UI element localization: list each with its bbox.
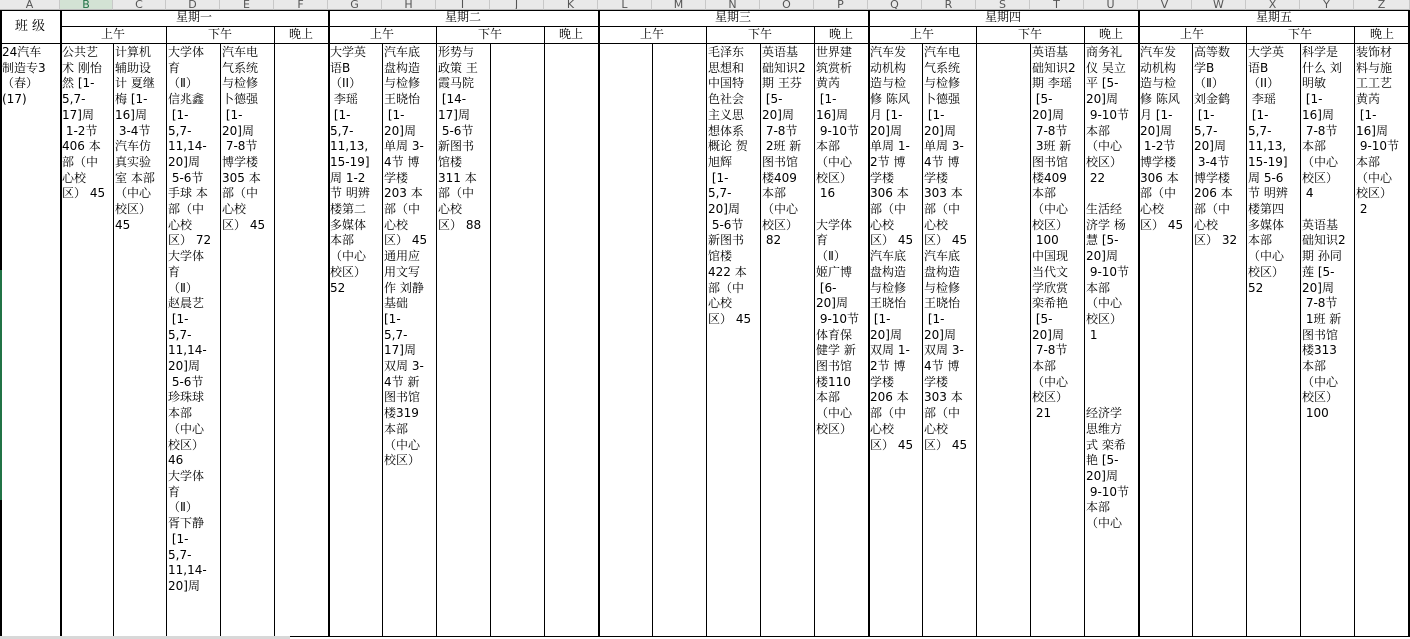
course-cell[interactable]: 英语基 础知识2 期 王芬 [5- 20]周 7-8节 2班 新 图书馆 楼409 本部 （中心 校区） 82 bbox=[762, 45, 806, 248]
tue-evening-header: 晚上 bbox=[558, 27, 583, 41]
column-header-19[interactable]: S bbox=[976, 0, 1030, 10]
column-header-26[interactable]: Z bbox=[1354, 0, 1410, 10]
course-cell[interactable] bbox=[546, 45, 597, 636]
course-cell[interactable]: 公共艺 术 刚怡 然 [1- 5,7- 17]周 1-2节 406 本 部（中 心校 区） 45 bbox=[62, 45, 106, 201]
course-cell[interactable]: 科学是 什么 刘 明敏 [1- 16]周 7-8节 本部 （中心 校区） 4 英语基 础知识2 期 孙同 莲 [5- 20]周 7-8节 1班 新 图书馆 楼313 本部 （中心 校区） 100 bbox=[1302, 45, 1346, 421]
course-cell[interactable]: 大学体 育 （Ⅱ） 信兆鑫 [1- 5,7- 11,14- 20]周 5-6节 手球 本 部（中 心校 区） 72 大学体 育 （Ⅱ） 赵晨艺 [1- 5,7- 11,14- 20]周 5-6节 珍珠球 本部 （中心 校区） 46 大学体 育 （Ⅱ） 胥下静 [1- 5,7- 11,14- 20]周 bbox=[168, 45, 212, 593]
mon-morning-header: 上午 bbox=[100, 27, 125, 41]
column-separator-line bbox=[490, 43, 491, 636]
column-header-2[interactable]: B bbox=[60, 0, 113, 10]
day-header-tue: 星期二 bbox=[444, 10, 481, 24]
column-separator-line bbox=[1030, 43, 1031, 636]
column-header-11[interactable]: K bbox=[544, 0, 598, 10]
period-separator-line bbox=[274, 26, 275, 636]
column-header-18[interactable]: R bbox=[922, 0, 976, 10]
column-header-14[interactable]: N bbox=[706, 0, 760, 10]
row-selection-marker bbox=[0, 270, 2, 500]
period-separator-line bbox=[1354, 26, 1355, 636]
wed-morning-header: 上午 bbox=[639, 27, 664, 41]
column-header-4[interactable]: D bbox=[166, 0, 220, 10]
course-cell[interactable]: 英语基 础知识2 期 李瑶 [5- 20]周 7-8节 3班 新 图书馆 楼409 本部 （中心 校区） 100 中国现 当代文 学欣赏 栾希艳 [5- 20]周 7-8节 本部 （中心 校区） 21 bbox=[1032, 45, 1076, 421]
day-header-mon: 星期一 bbox=[175, 10, 212, 24]
column-header-20[interactable]: T bbox=[1030, 0, 1084, 10]
column-separator-line bbox=[382, 43, 383, 636]
day-header-thu: 星期四 bbox=[984, 10, 1021, 24]
period-separator-line bbox=[1084, 26, 1085, 636]
tue-afternoon-header: 下午 bbox=[477, 27, 502, 41]
column-header-23[interactable]: W bbox=[1192, 0, 1246, 10]
column-header-12[interactable]: L bbox=[598, 0, 652, 10]
wed-evening-header: 晚上 bbox=[828, 27, 853, 41]
column-header-21[interactable]: U bbox=[1084, 0, 1138, 10]
course-cell[interactable]: 世界建 筑赏析 黄芮 [1- 16]周 9-10节 本部 （中心 校区） 16 大学体 育 （Ⅱ） 姬广博 [6- 20]周 9-10节 体育保 健学 新 图书馆 楼110 本部 （中心 校区） bbox=[816, 45, 860, 436]
period-separator-line bbox=[976, 26, 977, 636]
fri-morning-header: 上午 bbox=[1179, 27, 1204, 41]
column-separator-line bbox=[220, 43, 221, 636]
column-separator-line bbox=[652, 43, 653, 636]
course-cell[interactable]: 形势与 政策 王 霞马院 [14- 17]周 5-6节 新图书 馆楼 311 本 部（中 心校 区） 88 bbox=[438, 45, 482, 232]
column-header-15[interactable]: O bbox=[760, 0, 814, 10]
course-cell[interactable]: 计算机 辅助设 计 夏继 梅 [1- 16]周 3-4节 汽车仿 真实验 室 本部 （中心 校区） 45 bbox=[115, 45, 155, 232]
column-header-8[interactable]: H bbox=[382, 0, 436, 10]
column-header-25[interactable]: Y bbox=[1300, 0, 1354, 10]
column-header-3[interactable]: C bbox=[113, 0, 166, 10]
period-separator-line bbox=[436, 26, 437, 636]
column-header-10[interactable]: J bbox=[490, 0, 544, 10]
course-cell[interactable]: 毛泽东 思想和 中国特 色社会 主义思 想体系 概论 贺 旭辉 [1- 5,7- 20]周 5-6节 新图书 馆楼 422 本 部（中 心校 区） 45 bbox=[708, 45, 752, 326]
column-header-24[interactable]: X bbox=[1246, 0, 1300, 10]
class-header: 班 级 bbox=[14, 19, 46, 34]
course-cell[interactable] bbox=[600, 45, 651, 636]
column-header-9[interactable]: I bbox=[436, 0, 490, 10]
wed-afternoon-header: 下午 bbox=[747, 27, 772, 41]
column-header-17[interactable]: Q bbox=[868, 0, 922, 10]
tue-morning-header: 上午 bbox=[369, 27, 394, 41]
column-header-1[interactable]: A bbox=[0, 0, 60, 10]
fri-afternoon-header: 下午 bbox=[1287, 27, 1312, 41]
course-cell[interactable]: 汽车底 盘构造 与检修 王晓怡 [1- 20]周 单周 3- 4节 博 学楼 203 本 部（中 心校 区） 45 通用应 用文写 作 刘静 基础 [1- 5,7- 17]周 双周 3- 4节 新 图书馆 楼319 本部 （中心 校区） bbox=[384, 45, 428, 468]
column-header-6[interactable]: F bbox=[274, 0, 328, 10]
mon-afternoon-header: 下午 bbox=[207, 27, 232, 41]
column-header-13[interactable]: M bbox=[652, 0, 706, 10]
thu-afternoon-header: 下午 bbox=[1017, 27, 1042, 41]
course-cell[interactable]: 汽车发 动机构 造与检 修 陈风 月 [1- 20]周 1-2节 博学楼 306 本 部（中 心校 区） 45 bbox=[1140, 45, 1184, 232]
column-separator-line bbox=[760, 43, 761, 636]
period-separator-line bbox=[544, 26, 545, 636]
column-header-5[interactable]: E bbox=[220, 0, 274, 10]
period-separator-line bbox=[706, 26, 707, 636]
column-separator-line bbox=[1192, 43, 1193, 636]
course-cell[interactable]: 商务礼 仪 吴立 平 [5- 20]周 9-10节 本部 （中心 校区） 22 生活经 济学 杨 慧 [5- 20]周 9-10节 本部 （中心 校区） 1 经济学 思维方 式 栾希 艳 [5- 20]周 9-10节 本部 （中心 bbox=[1086, 45, 1130, 531]
column-header-7[interactable]: G bbox=[328, 0, 382, 10]
course-cell[interactable] bbox=[654, 45, 705, 636]
column-separator-line bbox=[1300, 43, 1301, 636]
course-cell[interactable] bbox=[978, 45, 1029, 636]
course-cell[interactable] bbox=[492, 45, 543, 636]
course-cell[interactable]: 汽车发 动机构 造与检 修 陈风 月 [1- 20]周 单周 1- 2节 博 学楼 306 本 部（中 心校 区） 45 汽车底 盘构造 与检修 王晓怡 [1- 20]周 双周 1- 2节 博 学楼 206 本 部（中 心校 区） 45 bbox=[870, 45, 914, 452]
mon-evening-header: 晚上 bbox=[288, 27, 313, 41]
column-header-22[interactable]: V bbox=[1138, 0, 1192, 10]
fri-evening-header: 晚上 bbox=[1369, 27, 1394, 41]
thu-morning-header: 上午 bbox=[909, 27, 934, 41]
header-bottom-border bbox=[0, 43, 1410, 44]
course-cell[interactable]: 装饰材 料与施 工工艺 黄芮 [1- 16]周 9-10节 本部 （中心 校区） 2 bbox=[1356, 45, 1400, 217]
course-cell[interactable]: 汽车电 气系统 与检修 卜德强 [1- 20]周 单周 3- 4节 博 学楼 303 本 部（中 心校 区） 45 汽车底 盘构造 与检修 王晓怡 [1- 20]周 双周 3- 4节 博 学楼 303 本 部（中 心校 区） 45 bbox=[924, 45, 968, 452]
period-separator-line bbox=[166, 26, 167, 636]
column-separator-line bbox=[113, 43, 114, 636]
course-cell[interactable]: 大学英 语B （II） 李瑶 [1- 5,7- 11,13, 15-19] 周 1-2 节 明辨 楼第二 多媒体 本部 （中心 校区） 52 bbox=[330, 45, 370, 295]
period-separator-line bbox=[1246, 26, 1247, 636]
course-cell[interactable]: 汽车电 气系统 与检修 卜德强 [1- 20]周 7-8节 博学楼 305 本 部（中 心校 区） 45 bbox=[222, 45, 266, 232]
course-cell[interactable] bbox=[276, 45, 327, 636]
class-name-cell[interactable]: 24汽车 制造专3 （春） (17) bbox=[2, 45, 46, 107]
course-cell[interactable]: 大学英 语B （II） 李瑶 [1- 5,7- 11,13, 15-19] 周 5-6 节 明辨 楼第四 多媒体 本部 （中心 校区） 52 bbox=[1248, 45, 1288, 295]
period-separator-line bbox=[814, 26, 815, 636]
day-header-fri: 星期五 bbox=[1255, 10, 1292, 24]
thu-evening-header: 晚上 bbox=[1098, 27, 1123, 41]
column-separator-line bbox=[922, 43, 923, 636]
column-header-16[interactable]: P bbox=[814, 0, 868, 10]
course-cell[interactable]: 高等数 学B （Ⅱ） 刘金鹤 [1- 5,7- 20]周 3-4节 博学楼 206 本 部（中 心校 区） 32 bbox=[1194, 45, 1238, 248]
day-header-wed: 星期三 bbox=[714, 10, 751, 24]
